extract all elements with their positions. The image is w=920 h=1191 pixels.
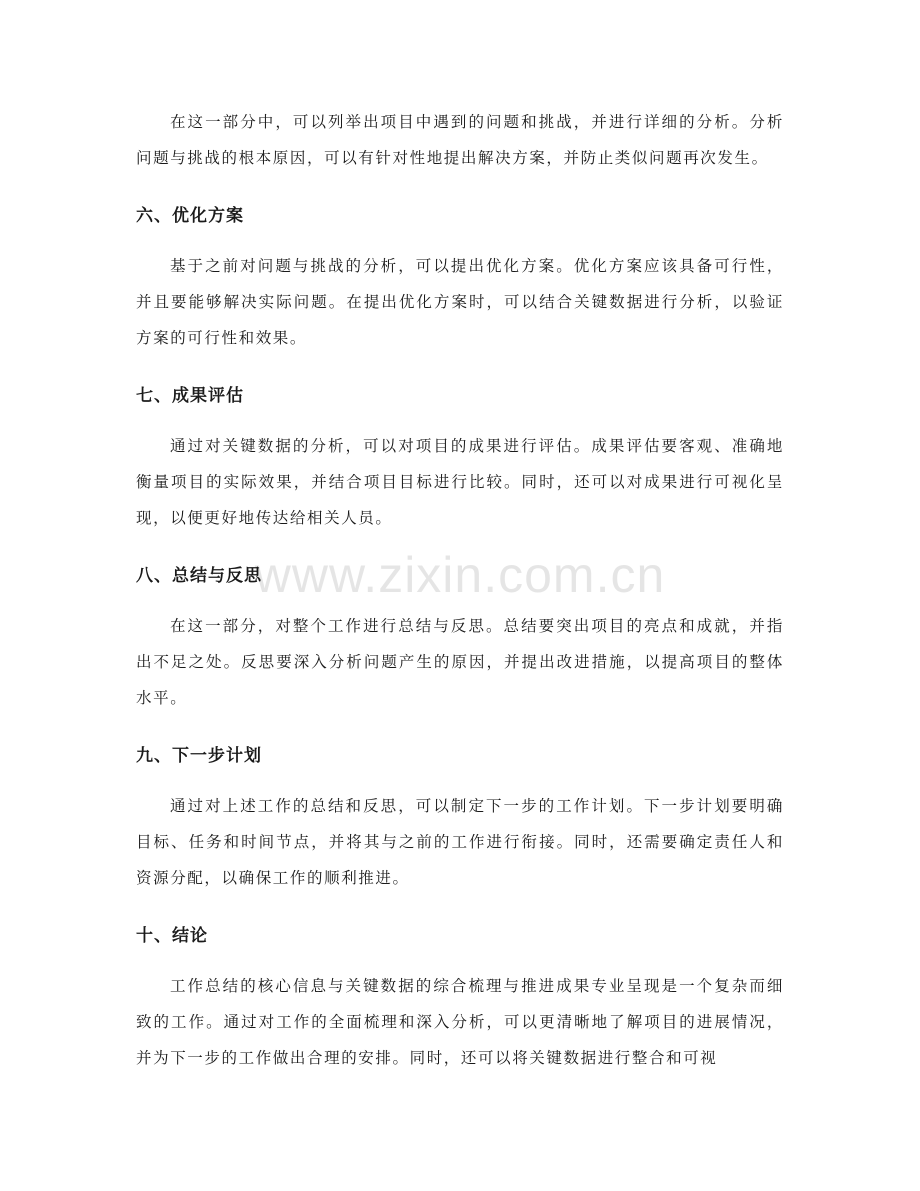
section-heading-evaluation: 七、成果评估: [136, 386, 244, 406]
section-body-summary: 在这一部分，对整个工作进行总结与反思。总结要突出项目的亮点和成就，并指出不足之处。反思要深入分析问题产生的原因，并提出改进措施，以提高项目的整体水平。: [136, 617, 784, 707]
section-body-next-plan: 通过对上述工作的总结和反思，可以制定下一步的工作计划。下一步计划要明确目标、任务和时间节点，并将其与之前的工作进行衔接。同时，还需要确定责任人和资源分配，以确保工作的顺利推进。: [136, 797, 784, 887]
section-body-optimization: 基于之前对问题与挑战的分析，可以提出优化方案。优化方案应该具备可行性，并且要能够解决实际问题。在提出优化方案时，可以结合关键数据进行分析，以验证方案的可行性和效果。: [136, 257, 784, 347]
watermark: www.zixin.com.cn: [254, 547, 666, 603]
document-body: [136, 104, 784, 1076]
intro-paragraph: 在这一部分中，可以列举出项目中遇到的问题和挑战，并进行详细的分析。分析问题与挑战的根本原因，可以有针对性地提出解决方案，并防止类似问题再次发生。: [136, 113, 784, 167]
section-body-evaluation: 通过对关键数据的分析，可以对项目的成果进行评估。成果评估要客观、准确地衡量项目的实际效果，并结合项目目标进行比较。同时，还可以对成果进行可视化呈现，以便更好地传达给相关人员。: [136, 437, 784, 527]
section-heading-conclusion: 十、结论: [136, 926, 208, 946]
section-heading-optimization: 六、优化方案: [136, 206, 244, 226]
section-heading-summary: 八、总结与反思: [136, 566, 262, 586]
section-body-conclusion: 工作总结的核心信息与关键数据的综合梳理与推进成果专业呈现是一个复杂而细致的工作。通过对工作的全面梳理和深入分析，可以更清晰地了解项目的进展情况，并为下一步的工作做出合理的安排。同时，还可以将关键数据进行整合和可视: [136, 977, 784, 1067]
section-heading-next-plan: 九、下一步计划: [136, 746, 262, 766]
